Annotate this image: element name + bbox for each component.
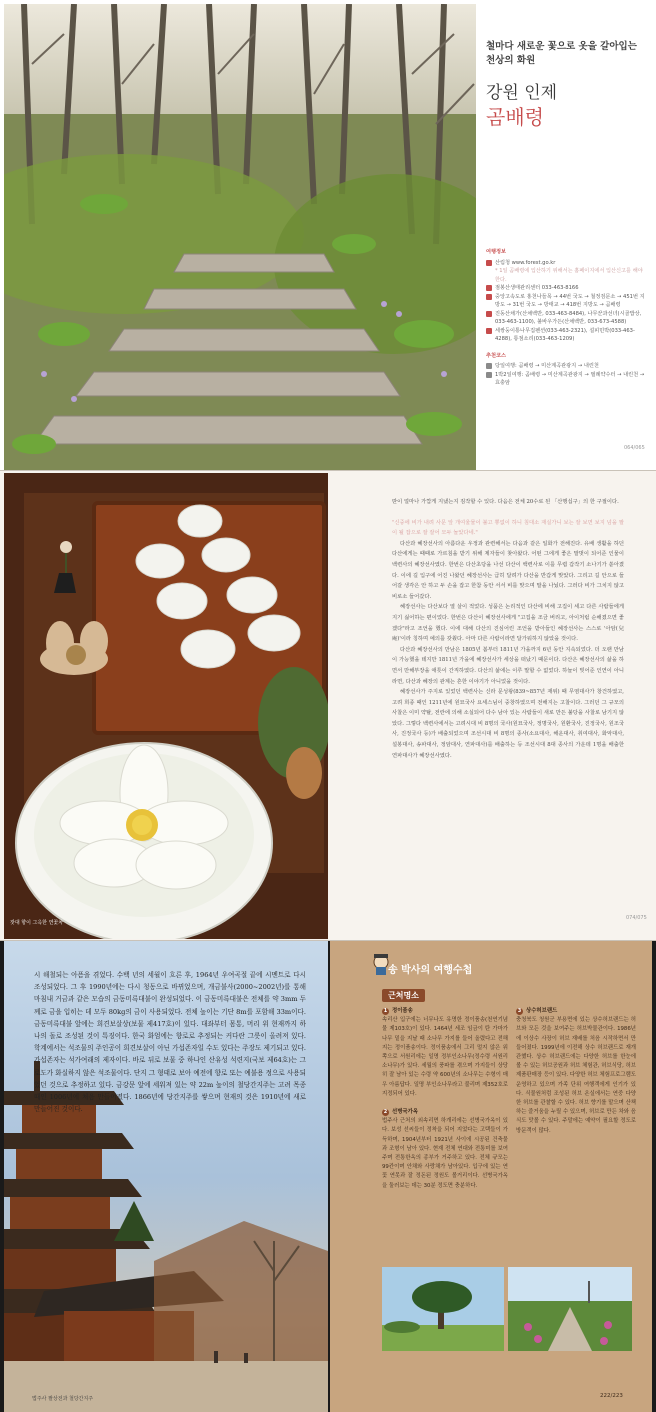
article-paragraph: 다산과 혜장선사의 만남은 1805년 봄부터 1811년 가을까지 6년 동안 지속되었다. 더 오랜 만남이 가능했을 테지만 1811년 가을에 혜장선사가 세상을 떠났기 때문이다. 다산은 혜장선사의 삶을 하면서 만해부장을 애틋이 간직하였다. 다산의 삶에는 이루 말할 수 없었다. 하늘이 빚어준 인연이 아니라면, 다산과 혜장의 관계는 흔한 이야기가 아니었을 것이다. xyxy=(392,646,624,685)
recommend-row: 당일여행: 곰배령 → 미산계곡관광지 → 내린천 xyxy=(486,362,648,371)
info-row: 산림청 www.forest.go.kr xyxy=(486,259,648,268)
recommend-row: 1박2일여행: 곰배령 → 미산계곡관광지 → 필례약수터 → 내린천 → 효충암 xyxy=(486,371,648,388)
info-row: 중앙고속도로 홍천나들목 → 44번 국도 → 철정검문소 → 451번 지방도 → 31번 국도 → 방태교 → 418번 지방도 → 곰배령 xyxy=(486,293,648,310)
temple-paragraph: 시 해철되는 아픔을 겪었다. 수백 년의 세월이 흐른 후, 1964년 우여곡절 끝에 시멘트로 다시 조성되었다. 그 후 1990년에는 다시 청동으로 바뀌었으며, 개금불사(2000~2002년)를 통해 마침내 거금과 같은 모습의 금동미륵대불이 완성되었다. 이 금동미륵대불은 전체를 약 3mm 두께로 금을 입히는 데 모두 80kg의 금이 사용되었다. 전체 높이는 기단 8m를 포함해 33m이다. 금동미륵대불 앞에는 희견보살상(보물 제417호)이 있다. 대좌부터 몸통, 머리 위 현재까지 하나의 돌로 조성된 것이 특징이다. 한국 화엄에는 향로로 추정되는 커다란 그릇이 올려져 있다. 학계에서는 석조물의 주인공이 희견보살이 아닌 가섭존자일 수도 있다는 주장도 제기되고 있다. 가섭존자는 석가여래의 제자이다. 바로 뒤로 보물 중 하나인 산유성 석련지(국보 제64호)는 그 로도가 화실하지 않은 석조물이다. 단지 그 형태로 보아 예전에 향로 또는 예불용 정으로 사용되었던 것으로 추정하고 있다. 금강문 앞에 세워져 있는 약 22m 높이의 철당간지주는 고려 목종 때인 1006년에 처음 만들어졌다. 1866년에 당간지주를 쌓으며 현재의 것은 1910년에 새로 만들어진 것이다. xyxy=(34,971,306,1114)
article-paragraph: 다산과 혜장선사의 아름다운 우정과 관련해서는 다음과 같은 일화가 전해진다. 유배 생활을 하던 다산에게는 때때로 가르침을 받기 위해 제자들이 찾아왔다. 어떤 그에게 좋은 말벗이 되어준 인물이 백련사의 혜장선사였다. 한번은 다산초당을 나선 다산이 백련사로 이를 무렵 갑작기 소나기가 쏟아졌다. 이에 길 입구에 어진 나왔던 혜장선사는 급히 달려가 다산을 반갑게 맞았다. 그리고 길 안으로 들어갈 생각은 안 하고 두 손을 잡고 한참 동안 서서 비를 맞으며 말을 나눴다. 그러다 비가 그치지 않고 비로소 들어갔다. xyxy=(392,540,624,600)
article-paragraph: 혜장선사가 주지로 있었던 백련사는 신라 문성왕(839~857년 재위) 때 무염대사가 창건하였고, 고려 희종 때인 1211년에 원묘국사 요세스님이 중창하였으며 전해지는 고찰이다. 그러던 그 규모의 사찰은 이미 약탈, 전란에 의해 소실되어 다수 남아 있는 사람들이 새로 만든 불당을 사찰로 남기지 않았다. 그렇다 백련사에서는 고려시대 비 8명의 국사(원묘국사, 정명국사, 원환국사, 진정국사, 원조국사, 진정국사 등)가 배출되었으며 조선시대 비 8명의 종사(소요대사, 해운대사, 취여대사, 화악대사, 설봉대사, 송파대사, 정암대사, 연파대사)를 배출하는 등 조선시대 8대 종사의 가운데 1명을 배출한 연파대사가 혜장선사였다. xyxy=(392,689,624,759)
page-number: 064/065 xyxy=(624,445,645,451)
recommend-heading: 추천코스 xyxy=(486,352,507,359)
tea-set-photo xyxy=(4,473,328,939)
info-row: 진동산채가(산채백반, 033-463-8484), 나무꾼과선녀(시골밥상, 033-463-1100), 불바우가든(산채백반, 033-673-4588) xyxy=(486,310,648,327)
tagline-line-1: 철마다 새로운 꽃으로 옷을 갈아입는 xyxy=(486,41,637,52)
photo-caption: 법주사 팔상전과 철당간지주 xyxy=(32,1396,94,1402)
bullet-icon xyxy=(486,372,492,378)
travel-info-box xyxy=(486,248,648,388)
tea-set-illustration xyxy=(4,473,328,939)
house-icon xyxy=(486,328,492,334)
region-label: 강원 인제 xyxy=(486,83,558,103)
herb-garden-photo xyxy=(508,1267,632,1351)
photo-caption: 잣대 향이 그윽한 연꽃차 xyxy=(10,920,64,926)
tip-item: 1 정이품송 속리산 입구에는 너무나도 유명한 정이품송(천연기념물 제103호)이 있다. 1464년 세조 임금이 탄 가마가 나무 밑을 지날 때 소나무 가지를 들어 올렸다고 전해지는 정이품송이다. 정이품송에서 그리 멀지 않은 위쪽으로 서원리에는 일명 정부인소나무(정수령 서원리소나무)가 있다. 세월의 풍파를 겪으며 가지들이 상당히 잘 남아 있는 수령 약 600년의 소나무는 수형이 매우 아름답다. 일명 부인소나무라고 불리며 제352호로 지정되어 있다. xyxy=(382,1008,508,1097)
forest-trail-illustration xyxy=(4,4,476,470)
pine-tree-photo xyxy=(382,1267,504,1351)
info-row: 점봉산생태관리센터 033-463-8166 xyxy=(486,284,648,293)
title-block xyxy=(486,40,646,130)
spread-beopjusa xyxy=(0,940,656,1412)
spread-gombaeryeong xyxy=(0,0,656,470)
tip-item: 3 상수허브랜드 충청북도 청원군 부용면에 있는 상수허브랜드는 허브와 모든 것을 보여주는 허브박물관이다. 1986년에 이상수 사장이 허브 재배를 처음 시작하면서 만들어졌다. 1999년에 이전해 상수 허브랜드로 재개관했다. 상수 허브랜드에는 다양한 허브를 한눈에 볼 수 있는 허브공원과 허브 체험관, 허브식당, 허브 제품판매장 등이 있다. 다양한 허브 체험프로그램도 운영하고 있으며 가족 단위 여행객에게 인기가 있다. 식물원처럼 조성된 허브 온실에서는 연중 다양한 허브를 관찰할 수 있다. 허브 향기를 맡으며 산책하는 즐거움을 누릴 수 있으며, 허브로 만든 차와 음식도 맛볼 수 있다. 주말에는 예약이 필요할 정도로 방문객이 많다. xyxy=(516,1008,636,1134)
article-paragraph: 혜장선사는 다산보다 열 살이 적었다. 성품은 논리적인 다산에 비해 고집이 세고 다른 사람들에게 지기 싫어하는 편이었다. 한번은 다산이 혜장선사에게 "고집을 조금 버리고, 아이처럼 순해졌으면 좋겠다"라고 조언을 했다. 이에 대해 다산의 진심어린 조언을 받아들인 혜장선사는 스스로 '아암(兒庵)'이라 칭하며 예의를 갖췄다. 아마 다른 사람이라면 달가워하지 않았을 것이다. xyxy=(392,604,624,643)
place-title: 곰배령 xyxy=(486,105,544,129)
bullet-icon xyxy=(486,363,492,369)
tagline-line-2: 천상의 화원 xyxy=(486,55,536,66)
tips-column-left xyxy=(382,1007,508,1200)
page-number: 222/223 xyxy=(600,1393,623,1399)
tip-item: 2 선병국가옥 법주사 근처의 외속리면 하개리에는 선병국가옥이 있다. 보성 선씨들이 정착을 되어 지었다는 고택들이 가득하며, 1904년부터 1921년 사이에 시공된 건축물과 조형이 남아 있다. 현재 전체 연대와 전통미를 보여주며 전통한옥의 종부가 거주하고 있다. 전체 규모는 99칸이며 안채와 사랑채가 남아있다. 입구에 있는 연꽃 연못과 잘 정돈된 정원도 볼거리이다. 선병국가옥을 둘러보는 데는 30분 정도면 충분하다. xyxy=(382,1109,508,1189)
car-icon xyxy=(486,294,492,300)
article-quote: "신중에 비가 내려 사문 앞 개여울물이 불고 뽕없이 하니 침대소 재실가니 보는 잘 보면 보지 넘을 팔이 될 잡으로 잘 잘어 모두 놀았다네." xyxy=(392,519,624,537)
info-note: * 1일 곰배령에 입산하기 위해서는 홈페이지에서 입산신고를 해야 한다. xyxy=(495,268,643,283)
article-body xyxy=(392,497,624,761)
bed-icon xyxy=(486,311,492,317)
temple-photo xyxy=(4,941,328,1412)
nearby-heading: 근처명소 xyxy=(382,989,425,1002)
info-row: 세쌍둥이통나무집펜션(033-463-2321), 설피민박(033-463-4288), 통점소리(033-463-1209) xyxy=(486,327,648,344)
herb-garden-illustration xyxy=(508,1267,632,1351)
phone-icon xyxy=(486,285,492,291)
tips-title: 송 박사의 여행수첩 xyxy=(388,965,473,976)
spread-dasan-hyejang xyxy=(0,470,656,940)
pine-tree-illustration xyxy=(382,1267,504,1351)
home-icon xyxy=(486,260,492,266)
tips-column-right xyxy=(516,1007,636,1145)
info-heading: 여행정보 xyxy=(486,249,507,255)
article-opening: 딴이 얼마나 가깝게 지냈는지 짐작할 수 있다. 다음은 전체 20수로 된 「산행십구」의 한 구절이다. xyxy=(392,499,619,505)
page-number: 074/075 xyxy=(626,915,647,921)
travel-tips-panel xyxy=(330,941,652,1412)
forest-trail-photo xyxy=(4,4,476,470)
